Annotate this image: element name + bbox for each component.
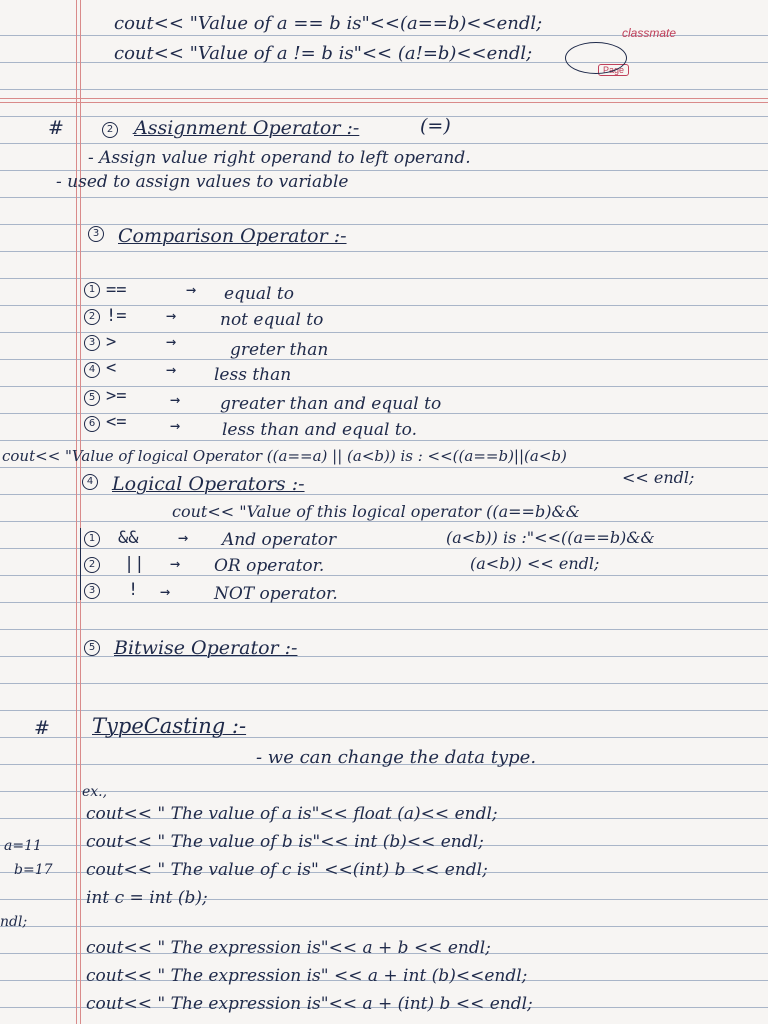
code-line: cout<< " The value of a is"<< float (a)<< endl; (86, 804, 498, 824)
brand-logo: classmate (622, 26, 677, 40)
operator-description: equal to (224, 284, 294, 304)
header-rule (0, 98, 768, 99)
margin-line-red-2 (80, 0, 81, 1024)
operator-symbol: || (124, 554, 145, 574)
arrow-icon: → (170, 390, 181, 410)
code-line: cout<< "Value of a == b is"<<(a==b)<<endl; (114, 13, 543, 34)
operator-description: less than and equal to. (222, 420, 418, 440)
side-note: ndl; (0, 914, 28, 930)
operator-description: greater than and equal to (220, 394, 442, 414)
section-heading: Assignment Operator :- (134, 117, 360, 139)
arrow-icon: → (186, 280, 197, 300)
arrow-icon: → (178, 528, 189, 548)
arrow-icon: → (160, 582, 171, 602)
number-5-circle-icon: 5 (84, 390, 100, 406)
code-line: cout<< "Value of logical Operator ((a==a) || (a<b)) is : <<((a==b)||(a<b) (2, 447, 567, 465)
note-line: - we can change the data type. (256, 747, 537, 768)
code-line: cout<< " The expression is"<< a + b << endl; (86, 938, 491, 958)
section-heading: TypeCasting :- (92, 714, 247, 738)
number-2-circle-icon: 2 (102, 122, 118, 138)
operator-description: less than (214, 365, 292, 385)
number-2-circle-icon: 2 (84, 309, 100, 325)
number-4-circle-icon: 4 (82, 474, 98, 490)
section-hash: # (34, 717, 50, 739)
code-line: cout<< "Value of a != b is"<< (a!=b)<<endl; (114, 43, 533, 64)
code-line: cout<< " The value of c is" <<(int) b << endl; (86, 860, 488, 880)
assignment-symbol: (=) (420, 115, 451, 137)
operator-description: OR operator. (214, 556, 325, 576)
bracket-mark (80, 528, 81, 600)
page-number-box: Page (598, 64, 629, 76)
operator-symbol: >= (106, 386, 127, 406)
number-1-circle-icon: 1 (84, 282, 100, 298)
operator-description: not equal to (220, 310, 324, 330)
operator-symbol: > (106, 332, 117, 352)
arrow-icon: → (166, 332, 177, 352)
number-2-circle-icon: 2 (84, 557, 100, 573)
margin-line-red (76, 0, 77, 1024)
arrow-icon: → (170, 416, 181, 436)
operator-symbol: && (118, 528, 139, 548)
code-line: (a<b)) << endl; (470, 554, 600, 573)
header-rule-2 (0, 102, 768, 103)
code-line: << endl; (622, 468, 695, 487)
code-line: int c = int (b); (86, 888, 208, 908)
section-hash: # (48, 117, 64, 139)
arrow-icon: → (166, 306, 177, 326)
number-5-circle-icon: 5 (84, 640, 100, 656)
operator-description: greter than (230, 340, 329, 360)
side-note: a=11 (4, 838, 42, 854)
circled-annotation (565, 42, 627, 74)
section-heading: Logical Operators :- (112, 473, 305, 495)
operator-symbol: != (106, 306, 127, 326)
code-line: (a<b)) is :"<<((a==b)&& (446, 528, 655, 547)
number-3-circle-icon: 3 (88, 226, 104, 242)
operator-description: And operator (222, 530, 337, 550)
note-line: - used to assign values to variable (56, 172, 349, 192)
code-line: cout<< " The value of b is"<< int (b)<< endl; (86, 832, 484, 852)
example-label: ex., (82, 784, 108, 800)
arrow-icon: → (166, 360, 177, 380)
code-line: cout<< " The expression is" << a + int (b)<<endl; (86, 966, 528, 986)
number-4-circle-icon: 4 (84, 362, 100, 378)
side-note: b=17 (14, 862, 53, 878)
number-1-circle-icon: 1 (84, 531, 100, 547)
operator-symbol: <= (106, 412, 127, 432)
code-line: cout<< " The expression is"<< a + (int) b << endl; (86, 994, 533, 1014)
number-3-circle-icon: 3 (84, 335, 100, 351)
note-line: - Assign value right operand to left operand. (88, 148, 471, 168)
operator-symbol: ! (128, 580, 139, 600)
operator-symbol: == (106, 280, 127, 300)
number-3-circle-icon: 3 (84, 583, 100, 599)
section-heading: Bitwise Operator :- (114, 637, 298, 659)
number-6-circle-icon: 6 (84, 416, 100, 432)
operator-symbol: < (106, 358, 117, 378)
code-line: cout<< "Value of this logical operator ((a==b)&& (172, 502, 580, 521)
operator-description: NOT operator. (214, 584, 338, 604)
section-heading: Comparison Operator :- (118, 225, 347, 247)
arrow-icon: → (170, 554, 181, 574)
